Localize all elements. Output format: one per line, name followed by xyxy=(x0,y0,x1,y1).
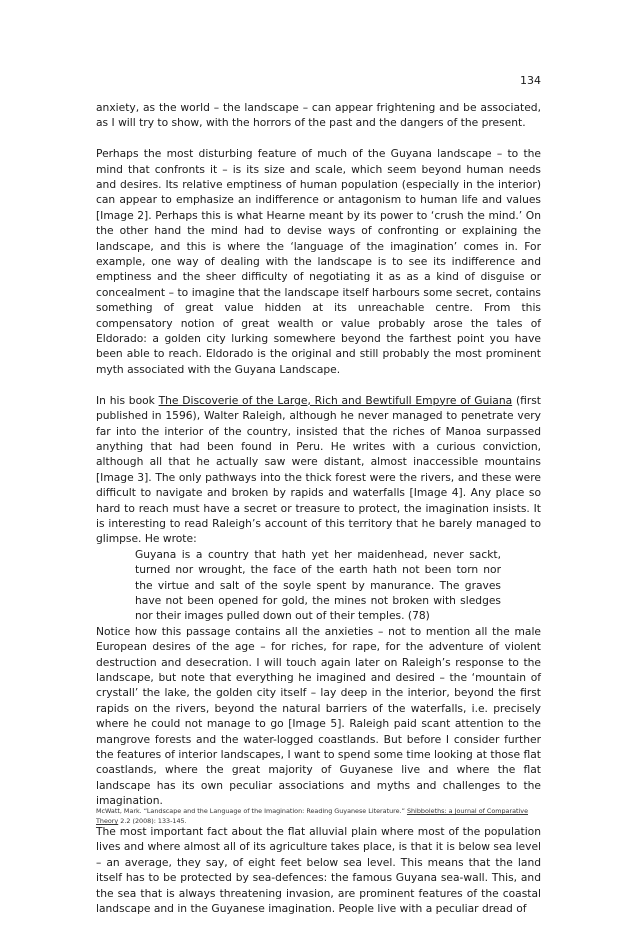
paragraph-3 xyxy=(96,393,541,547)
journal-title: Shibboleths: a Journal of Comparative Theory xyxy=(96,807,529,825)
book-title: The Discoverie of the Large, Rich and Bewtifull Empyre of Guiana xyxy=(158,393,513,407)
paragraph-3-rest: (first published in 1596), Walter Raleigh, although he never managed to penetrate very far into the interior of the country, insisted that the riches of Manoa surpassed anything that had been found in Peru. He writes with a curious conviction, although all that he actually saw were distant, almost inaccessible mountains [Image 3]. The only pathways into the thick forest were the rivers, and these were difficult to navigate and broken by rapids and waterfalls [Image 4]. Any place so hard to reach must have a secret or treasure to protect, the imagination insists. It is interesting to read Raleigh’s account of this territory that he barely managed to glimpse. He wrote: xyxy=(96,393,541,546)
citation-start: McWatt, Mark. “Landscape and the Language of the Imagination: Reading Guyanese Literature.” xyxy=(96,807,407,815)
citation-end: 2.2 (2008): 133-145. xyxy=(118,817,187,825)
paragraph-2: Perhaps the most disturbing feature of much of the Guyana landscape – to the mind that confronts it – is its size and scale, which seem beyond human needs and desires. Its relative emptiness of human population (especially in the interior) can appear to emphasize an indifference or antagonism to human life and values [Image 2]. Perhaps this is what Hearne meant by its power to ‘crush the mind.’ On the other hand the mind had to devise ways of confronting or explaining the landscape, and this is where the ‘language of the imagination’ comes in. For example, one way of dealing with the landscape is to see its indifference and emptiness and the sheer difficulty of negotiating it as as a kind of disguise or concealment – to imagine that the landscape itself harbours some secret, contains something of great value hidden at its unreachable centre. From this compensatory notion of great wealth or value probably arose the tales of Eldorado: a golden city lurking somewhere beyond the farthest point you have been able to reach. Eldorado is the original and still probably the most prominent myth associated with the Guyana Landscape. xyxy=(96,147,541,376)
paragraph-1: anxiety, as the world – the landscape – can appear frightening and be associated, as I will try to show, with the horrors of the past and the dangers of the present. xyxy=(96,101,541,130)
paragraph-3-intro: In his book xyxy=(96,393,159,407)
block-quote: Guyana is a country that hath yet her maidenhead, never sackt, turned nor wrought, the face of the earth hath not been torn nor the virtue and salt of the soyle spent by manurance. The graves have not been opened for gold, the mines not broken with sledges nor their images pulled down out of their temples. (78) xyxy=(135,547,501,623)
footer-citation xyxy=(96,806,541,826)
paragraph-5: The most important fact about the flat alluvial plain where most of the population lives and where almost all of its agriculture takes place, is that it is below sea level – an average, they say, of eight feet below sea level. This means that the land itself has to be protected by sea-defences: the famous Guyana sea-wall. This, and the sea that is always threatening invasion, are prominent features of the coastal landscape and in the Guyanese imagination. People live with a peculiar dread of xyxy=(96,825,541,916)
page-number: 134 xyxy=(520,74,541,87)
paragraph-4: Notice how this passage contains all the anxieties – not to mention all the male European desires of the age – for riches, for rape, for the adventure of violent destruction and desecration. I will touch again later on Raleigh’s response to the landscape, but note that everything he imagined and desired – the ‘mountain of crystall’ the lake, the golden city itself – lay deep in the interior, beyond the first rapids on the rivers, beyond the natural barriers of the waterfalls, i.e. precisely where he could not manage to go [Image 5]. Raleigh paid scant attention to the mangrove forests and the water-logged coastlands. But before I consider further the features of interior landscapes, I want to spend some time looking at those flat coastlands, where the great majority of Guyanese live and where the flat landscape has its own peculiar associations and myths and challenges to the imagination. xyxy=(96,624,541,808)
